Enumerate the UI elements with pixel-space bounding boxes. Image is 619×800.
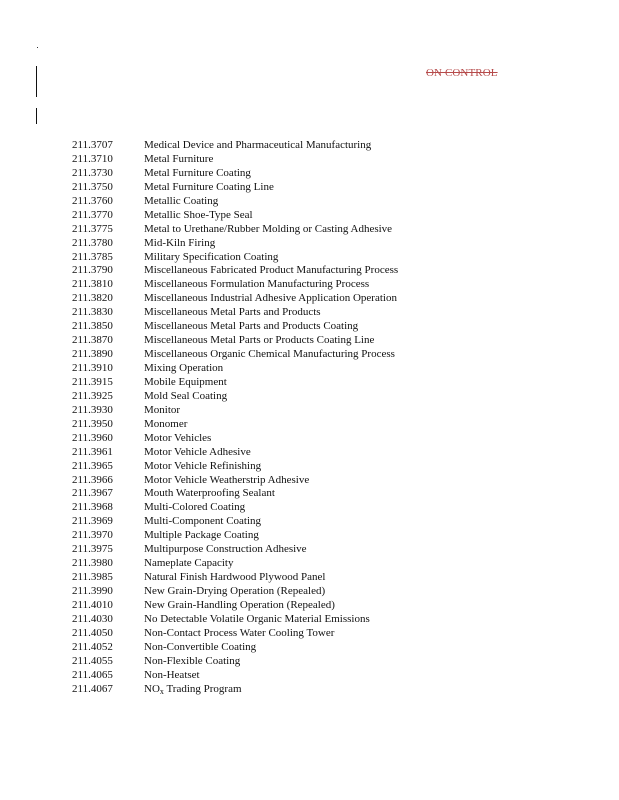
section-number: 211.3780	[72, 236, 113, 249]
list-item	[72, 237, 452, 251]
section-number: 211.3961	[72, 445, 113, 458]
section-number: 211.3975	[72, 543, 113, 556]
list-item	[72, 306, 452, 320]
defined-term: New Grain-Drying Operation (Repealed)	[144, 585, 326, 597]
section-number: 211.4055	[72, 654, 113, 667]
list-item	[72, 362, 452, 376]
section-number: 211.3707	[72, 139, 113, 151]
defined-term: Miscellaneous Formulation Manufacturing Process	[144, 278, 370, 291]
term-suffix: Trading Program	[163, 682, 242, 695]
list-item	[72, 348, 452, 362]
section-number: 211.3730	[72, 166, 113, 179]
section-number: 211.3775	[72, 222, 113, 235]
list-item	[72, 557, 452, 571]
list-item	[72, 655, 452, 669]
definitions-list	[72, 139, 452, 697]
section-number: 211.4030	[72, 612, 113, 625]
section-number: 211.3990	[72, 585, 113, 597]
list-item	[72, 251, 452, 265]
defined-term: Metal Furniture	[144, 152, 214, 165]
section-number: 211.3965	[72, 459, 113, 472]
section-number: 211.3830	[72, 306, 113, 319]
list-item	[72, 264, 452, 278]
section-number: 211.3770	[72, 208, 113, 221]
list-item	[72, 613, 452, 627]
list-item	[72, 139, 452, 153]
defined-term: Multi-Component Coating	[144, 515, 262, 528]
section-number: 211.3950	[72, 417, 113, 430]
section-number: 211.3760	[72, 194, 113, 207]
section-number: 211.3910	[72, 362, 113, 374]
defined-term: Miscellaneous Metal Parts and Products Coating	[144, 320, 359, 333]
list-item	[72, 181, 452, 195]
section-number: 211.3985	[72, 571, 113, 584]
defined-term: No Detectable Volatile Organic Material Emissions	[144, 612, 370, 625]
list-item	[72, 446, 452, 460]
revision-bar	[36, 108, 37, 124]
list-item	[72, 292, 452, 306]
defined-term: Non-Heatset	[144, 668, 200, 681]
defined-term: Mid-Kiln Firing	[144, 236, 216, 249]
defined-term: Mold Seal Coating	[144, 389, 228, 402]
defined-term: Medical Device and Pharmaceutical Manufacturing	[144, 139, 372, 151]
list-item	[72, 320, 452, 334]
section-number: 211.3890	[72, 348, 113, 361]
revision-bar	[36, 66, 37, 97]
section-number: 211.3785	[72, 250, 113, 263]
defined-term: Mixing Operation	[144, 362, 224, 374]
defined-term: Multi-Colored Coating	[144, 501, 246, 514]
defined-term: Miscellaneous Metal Parts or Products Coating Line	[144, 334, 375, 347]
term-subscript: x	[159, 686, 164, 696]
list-item	[72, 683, 452, 697]
section-number: 211.3966	[72, 473, 113, 486]
section-number: 211.3930	[72, 403, 113, 416]
list-item	[72, 487, 452, 501]
section-number: 211.3967	[72, 487, 113, 500]
defined-term	[144, 683, 452, 699]
defined-term: Miscellaneous Organic Chemical Manufacturing Process	[144, 348, 395, 361]
defined-term: Multiple Package Coating	[144, 529, 259, 542]
section-number: 211.3790	[72, 264, 113, 277]
list-item	[72, 278, 452, 292]
defined-term: Multipurpose Construction Adhesive	[144, 543, 307, 556]
section-number: 211.3710	[72, 152, 113, 165]
list-item	[72, 641, 452, 655]
list-item	[72, 418, 452, 432]
defined-term: Monitor	[144, 403, 181, 416]
section-number: 211.3968	[72, 501, 113, 514]
list-item	[72, 599, 452, 613]
section-number: 211.4067	[72, 682, 113, 695]
list-item	[72, 153, 452, 167]
defined-term: Metal to Urethane/Rubber Molding or Casting Adhesive	[144, 222, 393, 235]
defined-term: Military Specification Coating	[144, 250, 279, 263]
list-item	[72, 543, 452, 557]
list-item	[72, 195, 452, 209]
list-item	[72, 474, 452, 488]
list-item	[72, 529, 452, 543]
defined-term: Nameplate Capacity	[144, 557, 234, 570]
defined-term: Non-Flexible Coating	[144, 654, 241, 667]
section-number: 211.3750	[72, 180, 113, 193]
section-number: 211.3810	[72, 278, 113, 291]
defined-term: Miscellaneous Fabricated Product Manufacturing Process	[144, 264, 399, 277]
list-item	[72, 223, 452, 237]
defined-term: Non-Convertible Coating	[144, 640, 257, 653]
defined-term: Miscellaneous Industrial Adhesive Application Operation	[144, 292, 397, 305]
list-item	[72, 585, 452, 599]
list-item	[72, 515, 452, 529]
defined-term: Metal Furniture Coating	[144, 166, 251, 179]
section-number: 211.4052	[72, 640, 113, 653]
section-number: 211.3850	[72, 320, 113, 333]
defined-term: Motor Vehicle Refinishing	[144, 459, 262, 472]
defined-term: Non-Contact Process Water Cooling Tower	[144, 626, 335, 639]
list-item	[72, 432, 452, 446]
defined-term: Motor Vehicle Adhesive	[144, 445, 251, 458]
section-number: 211.3820	[72, 292, 113, 305]
defined-term: Motor Vehicles	[144, 431, 212, 444]
defined-term: Metallic Coating	[144, 194, 219, 207]
defined-term: Metal Furniture Coating Line	[144, 180, 274, 193]
term-prefix: NO	[144, 682, 160, 695]
list-item	[72, 334, 452, 348]
defined-term: Natural Finish Hardwood Plywood Panel	[144, 571, 326, 584]
list-item	[72, 460, 452, 474]
list-item	[72, 209, 452, 223]
struck-stamp: ON CONTROL	[426, 67, 498, 79]
section-number: 211.3969	[72, 515, 113, 528]
list-item	[72, 571, 452, 585]
list-item	[72, 376, 452, 390]
list-item	[72, 390, 452, 404]
section-number: 211.3915	[72, 375, 113, 388]
list-item	[72, 501, 452, 515]
list-item	[72, 627, 452, 641]
section-number: 211.3960	[72, 431, 113, 444]
list-item	[72, 167, 452, 181]
defined-term: Mouth Waterproofing Sealant	[144, 487, 275, 500]
section-number: 211.3980	[72, 557, 113, 570]
list-item	[72, 669, 452, 683]
defined-term: New Grain-Handling Operation (Repealed)	[144, 598, 335, 611]
defined-term: Motor Vehicle Weatherstrip Adhesive	[144, 473, 310, 486]
section-number: 211.3970	[72, 529, 113, 542]
defined-term: Miscellaneous Metal Parts and Products	[144, 306, 321, 319]
section-number: 211.3925	[72, 389, 113, 402]
defined-term: Monomer	[144, 417, 188, 430]
section-number: 211.4010	[72, 598, 113, 611]
defined-term: Metallic Shoe-Type Seal	[144, 208, 253, 221]
section-number: 211.3870	[72, 334, 113, 347]
section-number: 211.4065	[72, 668, 113, 681]
section-number: 211.4050	[72, 626, 113, 639]
defined-term: Mobile Equipment	[144, 375, 227, 388]
scan-speck	[37, 47, 38, 48]
list-item	[72, 404, 452, 418]
